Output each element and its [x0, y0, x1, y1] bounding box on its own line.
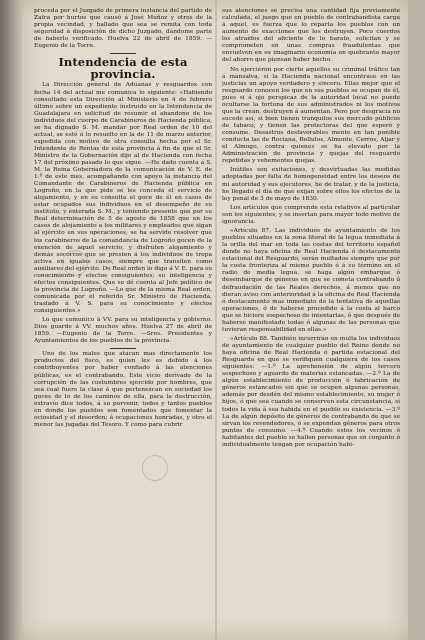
column-fold — [215, 0, 217, 640]
book-binding-shadow — [0, 0, 22, 640]
left-paragraph-3: Lo que comunico á VV. para su inteligencia y gobierno. Dios guarde á VV. muchos años. Huelva 27 de abril de 1859. —Eugenio de la Torre. —Sres. Presidentes y Ayuntamientos de los pueblos de la provincia. — [34, 317, 212, 345]
section-heading: Intendencia de esta provincia. — [58, 55, 188, 82]
right-paragraph-4: Los artículos que comprende esta relativos al particular son los siguientes, y se insertan para mayor todo motivo de ignorancia. — [222, 204, 400, 225]
right-paragraph-3: Inútiles son exitaciones, y desvirtuadas las medidas adoptadas por falta de homogeneidad entre los deseos de mi autoridad y sus ejecutores, he de tratar, y de la justicia, he llegado el día de que exijan sobre ellos los efectos de la ley penal de 3 de mayo de 1830. — [222, 167, 400, 202]
left-paragraph-4: Uno de los males que atacan mas directamente los productos del fisco, es quien les es debido á los contribuyentes por haber confiado á las atenciones públicas, es el contrabando. Este vicio derivado de la corrupción de las costumbres ejercido por hombres, que sea cual fuere la clase á que pertenezcan en sociedad los goces de lo de los caminos de ella, para la destrucción, extravío dice todos, á su porvenir, todos y tantos pueblos en donde los pueblos son fomentados que fomentar la ociosidad y el desorden; á ocupaciones honradas, y otro el menor las jugadas del Tesoro. Y como para cubrir — [34, 351, 212, 428]
right-paragraph-2: No ejerciéron por cierto aquellos su criminal tráfico tan á mansalva, si la Hacienda nacional encontrase en las justicias un apoyo verdadero y sincero. Ellas mejor que el resguardo conocen los que en sus pueblos se ocupan de él, pues si á ojo perspicaz de la autoridad local no puede ocultarse la fortuna de sus administrados ni los motivos que la crean, destruyen á aumentan. Pero por desgracia no sucede así, si bien tienen tranquilos sus mercado públicos de tabaco, y tienen las protectoras del que esperó y consume. Desastros desfavorables mente en tan punible conducta las de Rociana, Bollulos, Almonte, Cerros, Aljar y el Almogo, contra quienes se ha elevado por la Administración de provincia y quejas del resguardo repetidas y vehementes quejas. — [222, 66, 400, 165]
right-paragraph-6: «Artículo 88. También incurrirán en multa los individuos de ayuntamiento de cualquier pueblo del Reino donde no haya oficina de Real Hacienda ó partida estacional del Resguardo en que se verifiquen cualquiera de los casos siguientes: —1.º La aprehensión de algún tercero sospechoso y aguardo de materias estancadas. —2.º La de algún establecimiento de producción ó fabricación de géneros estancados sin que se ocupen algunas personas, además por desdén del mismo establecimiento, su mujer ó hijos, ó que sea cuando se conserven esta circunstancia, si todos la vida á sea habida en el pueblo su existencia. —3.º La de algún depósito de géneros de contrabando de que se sirvan los revendedores, ó se expendan géneros para otros puntos de consumo. —4.º Cuando estos los vecinos ó habitantes del pueblo se hallen personas que en conjunto ó individualmente tengan por ocupación habi- — [222, 336, 400, 448]
right-column — [222, 8, 400, 634]
right-paragraph-1: sus atenciones se precisa una cantidad fija previamente calculada, el juego que en pueblo de contrabandista carga á aquel, es fuerza que lo reparta los pueblos con un aumento de exacciones que los destruyen. Poco cuerdos los atraídos del aliciente de lo barato, solicitan y se comprometen en unas compras fraudulentas que envuelven en su imaginario economía un quebranto mayor del ahorro que piensan haber hecho. — [222, 8, 400, 64]
section-rule — [110, 53, 136, 54]
left-paragraph-2: La Dirección general de Aduanas y resguardos con fecha 14 del actual me comunica lo siguiente: «Habiendo consultado esta Dirección al Ministerio en 4 de febrero último sobre un expediente instruido en la Intendencia de Guadalajara en solicitud de resumir el abandono de los individuos del cuerpo de Carabineros de Hacienda pública, se ha dignado S. M. mandar por Real orden de 10 del actual, se esté á lo resuelto en la de 11 de marzo anterior, expedida con motivo de otra consulta hecha por el Sr. Intendente de Rentas de esta provincia á fin de que el Sr. Ministro de la Gobernación dijo al de Hacienda con fecha 17 del próximo pasado lo que sigue. —He dado cuenta á S. M. la Reina Gobernadora de la comunicación de V. E. de 1.º de este mes, acompañando con apoyo la instancia del Comandante de Carabineros de Hacienda pública en Logroño, en la que pide se les conceda el servicio de alojamiento, y en su consulta el goce de él en casos de estar ocupados sus individuos en el desempeño de su instituto, y enterada S. M., y teniendo presente que por su Real determinación de 5 de agosto de 1858 que en los casos de alojamiento a los militares y empleados que sigan al ejército en sus operaciones, se ha servido resolver que los carabineros de la comandancia de Logroño gocen de la exención de aquel servicio, y disfruten alojamiento y demás socorros que se presten á los individuos de tropa activa en iguales casos, siempre que transiten como auxiliares del ejército. De Real orden lo digo á V. E. para su conocimiento y efectos consiguientes; su inteligencia y efectos consiguientes. Que se dé cuenta al Jefe político de la provincia de Logroño. —Lo que de la misma Real orden, comunicada por el referido Sr. Ministro de Hacienda, traslado á V. S. para su conocimiento y efectos consiguientes.» — [34, 82, 212, 314]
left-column — [34, 8, 212, 634]
right-paragraph-5: «Artículo 87. Las individuos de ayuntamiento de los pueblos situados en la zona litoral de la legua inmediata á la orilla del mar en toda las costas del territorio español donde no haya oficina de Real Hacienda ó destacamento estacional del Resguardo, serán multados siempre que por la costa fronteriza al mismo pueblo ó á su término en el radio de media legua, se haga algún embarque ó desembarque de géneros en que se cometa contrabando ó defraudación de las Reales derechos, á menos que no dieran aviso con anterioridad á la oficina de Real Hacienda ó destacamento mas inmediato de la tentativa de aquellas operaciones, ó de haberse procedido á la costa al barco que se hiciere sospechoso de intentarlas, ó que después de haberse manifestado todas ó algunas de las personas que tuvieran responsabilidad en ellas.» — [222, 228, 400, 333]
left-paragraph-1: proceda por el Juzgado de primera instancia del partido de Zafra por hurtos que causó á José Muñoz y otros de la propia vecindad, y hallado que sea se remita con toda seguridad á disposición de dicho Juzgado, dándome parte de haberlo verificado. Huelva 22 de abril de 1859. —Eugenio de la Torre. — [34, 8, 212, 50]
section-rule — [110, 348, 136, 349]
